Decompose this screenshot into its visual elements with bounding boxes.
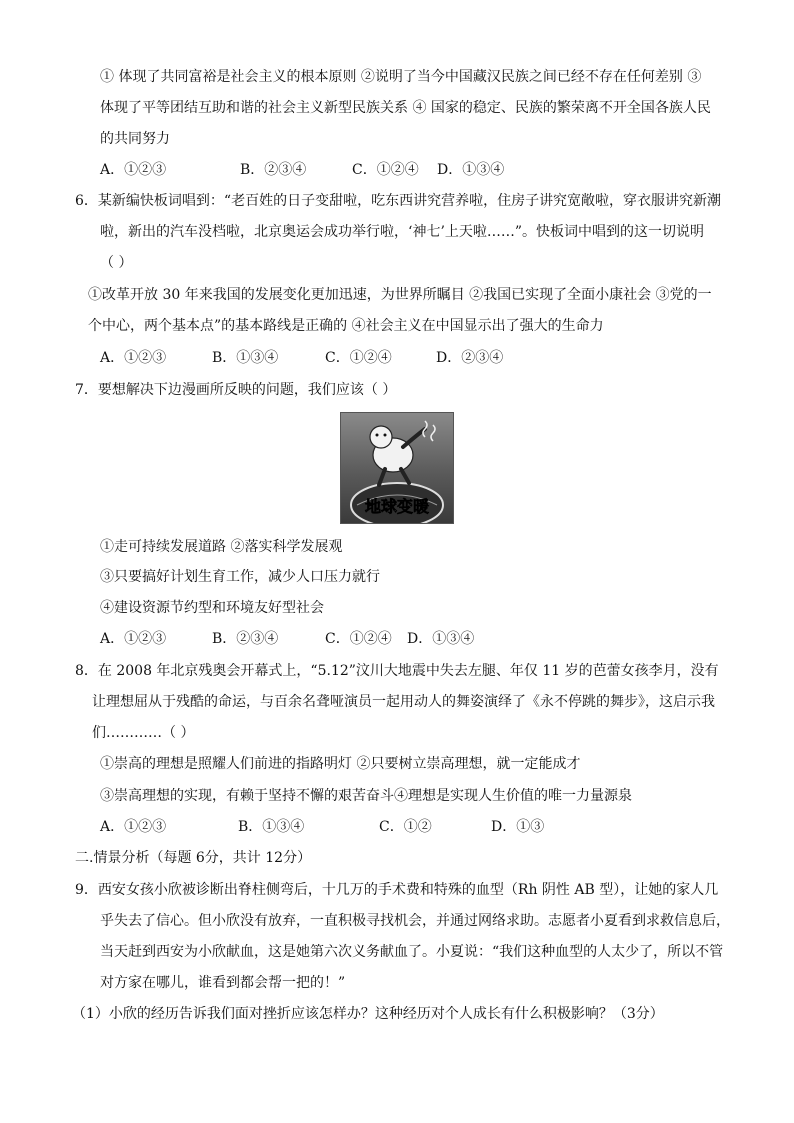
q5-option-d[interactable]: D．①③④ bbox=[437, 162, 505, 178]
q7-option-c[interactable]: C．①②④ bbox=[325, 631, 392, 647]
q8-option-c[interactable]: C．①② bbox=[379, 819, 432, 835]
q6-statement-line-1: ①改革开放 30 年来我国的发展变化更加迅速，为世界所瞩目 ②我国已实现了全面小康社会 ③党的一 bbox=[88, 287, 712, 303]
q8-answer-bracket: 们…………（ ） bbox=[92, 725, 195, 741]
q5-option-c[interactable]: C．①②④ bbox=[352, 162, 419, 178]
q7-statement-3: ④建设资源节约型和环境友好型社会 bbox=[100, 600, 324, 616]
q7-statement-2: ③只要搞好计划生育工作，减少人口压力就行 bbox=[100, 569, 380, 585]
cartoon-illustration bbox=[341, 413, 453, 523]
q7-option-a[interactable]: A．①②③ bbox=[100, 631, 167, 647]
q6-option-a[interactable]: A．①②③ bbox=[100, 350, 167, 366]
q7-option-b[interactable]: B．②③④ bbox=[212, 631, 279, 647]
q8-statement-line-2: ③崇高理想的实现，有赖于坚持不懈的艰苦奋斗④理想是实现人生价值的唯一力量源泉 bbox=[100, 788, 632, 804]
cartoon-caption: 地球变暖 bbox=[364, 497, 430, 516]
q8-options bbox=[100, 817, 560, 837]
q6-answer-bracket: （ ） bbox=[100, 255, 133, 271]
bear-eye bbox=[376, 434, 379, 437]
q6-stem-line-1: 6．某新编快板词唱到：“老百姓的日子变甜啦，吃东西讲究营养啦，住房子讲究宽敞啦，穿衣服讲究新潮 bbox=[75, 193, 722, 209]
q9-subquestion-1: （1）小欣的经历告诉我们面对挫折应该怎样办？这种经历对个人成长有什么积极影响？（3分） bbox=[72, 1006, 664, 1022]
bear-arm bbox=[403, 429, 425, 447]
q8-option-d[interactable]: D．①③ bbox=[491, 819, 545, 835]
section-heading-scenario-analysis: 二.情景分析（每题 6分，共计 12分） bbox=[75, 850, 312, 866]
global-warming-cartoon bbox=[340, 412, 454, 524]
q9-stem-line-3: 当天赶到西安为小欣献血，这是她第六次义务献血了。小夏说：“我们这种血型的人太少了，所以不管 bbox=[100, 944, 724, 960]
q5-statement-line-1: ① 体现了共同富裕是社会主义的根本原则 ②说明了当今中国藏汉民族之间已经不存在任何差别 ③ bbox=[100, 69, 702, 85]
polar-bear-head bbox=[370, 426, 392, 448]
q6-options bbox=[100, 348, 520, 368]
q5-statement-line-3: 的共同努力 bbox=[100, 131, 170, 147]
q6-option-c[interactable]: C．①②④ bbox=[325, 350, 392, 366]
q7-statement-1: ①走可持续发展道路 ②落实科学发展观 bbox=[100, 539, 343, 555]
q9-stem-line-2: 乎失去了信心。但小欣没有放弃，一直积极寻找机会，并通过网络求助。志愿者小夏看到求救信息后， bbox=[100, 913, 730, 929]
q6-stem-line-2: 啦，新出的汽车没档啦，北京奥运会成功举行啦，‘神七’上天啦……”。快板词中唱到的这一切说明 bbox=[100, 224, 705, 240]
q5-statement-line-2: 体现了平等团结互助和谐的社会主义新型民族关系 ④ 国家的稳定、民族的繁荣离不开全国各族人民 bbox=[100, 100, 711, 116]
q7-options bbox=[100, 629, 520, 649]
q8-option-b[interactable]: B．①③④ bbox=[238, 819, 305, 835]
q5-option-a[interactable]: A．①②③ bbox=[100, 162, 167, 178]
q8-stem-line-1: 8．在 2008 年北京残奥会开幕式上，“5.12”汶川大地震中失去左腿、年仅 11 岁的芭蕾女孩李月，没有 bbox=[75, 663, 719, 679]
q8-option-a[interactable]: A．①②③ bbox=[100, 819, 167, 835]
q7-stem: 7．要想解决下边漫画所反映的问题，我们应该（ ） bbox=[75, 382, 397, 398]
q5-option-b[interactable]: B．②③④ bbox=[240, 162, 307, 178]
q9-stem-line-4: 对方家在哪儿，谁看到都会帮一把的！” bbox=[100, 975, 346, 991]
bear-leg bbox=[401, 469, 409, 483]
heat-wave bbox=[431, 425, 435, 441]
q6-option-b[interactable]: B．①③④ bbox=[212, 350, 279, 366]
bear-leg bbox=[379, 469, 385, 485]
bear-eye bbox=[384, 434, 387, 437]
q8-statement-line-1: ①崇高的理想是照耀人们前进的指路明灯 ②只要树立崇高理想，就一定能成才 bbox=[100, 756, 581, 772]
q6-option-d[interactable]: D．②③④ bbox=[436, 350, 504, 366]
q6-statement-line-2: 个中心，两个基本点”的基本路线是正确的 ④社会主义在中国显示出了强大的生命力 bbox=[88, 318, 604, 334]
q9-stem-line-1: 9．西安女孩小欣被诊断出脊柱侧弯后，十几万的手术费和特殊的血型（Rh 阴性 AB 型），让她的家人几 bbox=[75, 882, 719, 898]
q7-option-d[interactable]: D．①③④ bbox=[407, 631, 475, 647]
q8-stem-line-2: 让理想屈从于残酷的命运，与百余名聋哑演员一起用动人的舞姿演绎了《永不停跳的舞步》，这启示我 bbox=[92, 694, 715, 710]
q5-options bbox=[100, 160, 520, 180]
